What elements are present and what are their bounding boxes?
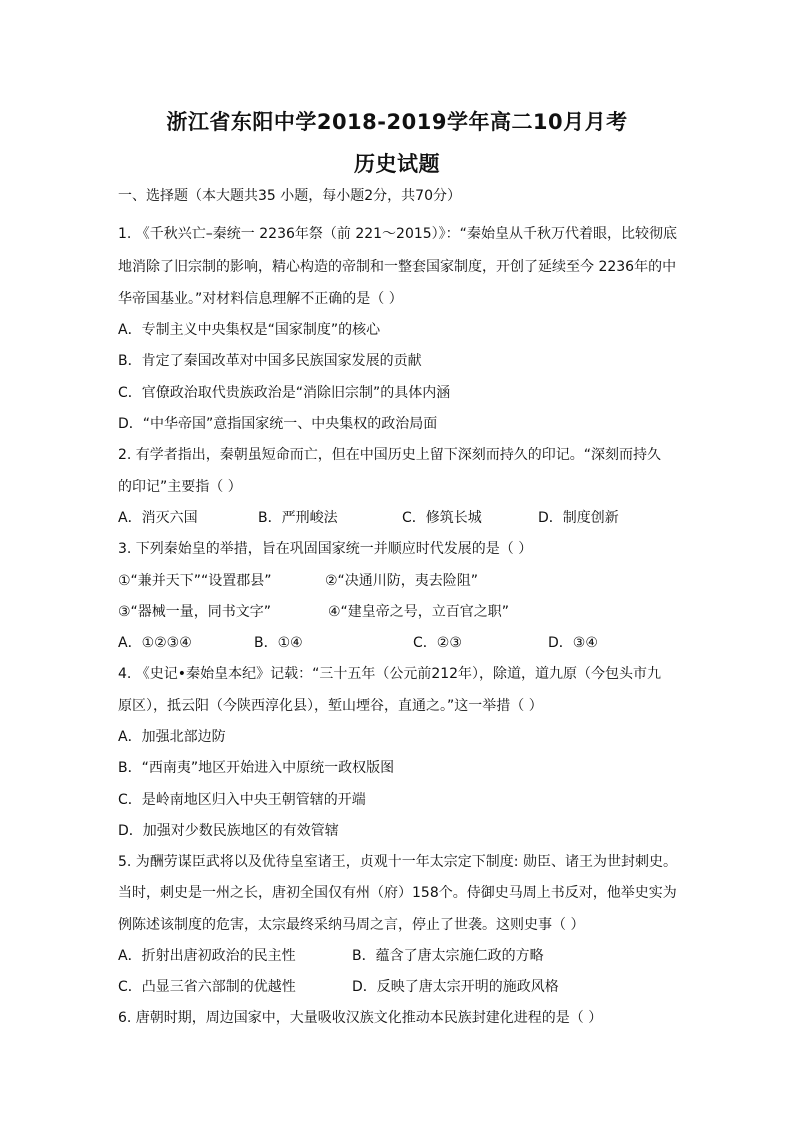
q1-option-b: B．肯定了秦国改革对中国多民族国家发展的贡献: [118, 353, 422, 369]
q5-option-d: D．反映了唐太宗开明的施政风格: [352, 979, 559, 995]
q1-stem-line-3: 华帝国基业。”对材料信息理解不正确的是（ ）: [118, 291, 403, 307]
q4-option-a: A．加强北部边防: [118, 729, 226, 745]
q3-statement-2: ②“决通川防，夷去险阻”: [325, 573, 479, 589]
q3-statement-4: ④“建皇帝之号，立百官之职”: [328, 604, 510, 620]
q2-stem-line-2: 的印记”主要指（ ）: [118, 479, 242, 495]
document-subtitle: 历史试题: [354, 152, 440, 176]
q5-stem-line-3: 例陈述该制度的危害，太宗最终采纳马周之言，停止了世袭。这则史事（ ）: [118, 917, 585, 933]
q4-stem-line-1: 4. 《史记•秦始皇本纪》记载：“三十五年（公元前212年），除道，道九原（今包头市九: [118, 666, 662, 682]
q3-statement-1: ①“兼并天下”“设置郡县”: [118, 573, 272, 589]
q3-statement-3: ③“器械一量，同书文字”: [118, 604, 272, 620]
q1-stem-line-2: 地消除了旧宗制的影响，精心构造的帝制和一整套国家制度，开创了延续至今 2236年的中: [118, 259, 677, 275]
q2-option-a: A．消灭六国: [118, 510, 198, 526]
q2-option-d: D．制度创新: [538, 510, 619, 526]
q1-option-d: D．“中华帝国”意指国家统一、中央集权的政治局面: [118, 416, 438, 432]
q1-stem-line-1: 1. 《千秋兴亡–秦统一 2236年祭（前 221～2015）》：“秦始皇从千秋万代着眼，比较彻底: [118, 226, 677, 242]
q1-option-c: C．官僚政治取代贵族政治是“消除旧宗制”的具体内涵: [118, 385, 451, 401]
q2-stem-line-1: 2. 有学者指出，秦朝虽短命而亡，但在中国历史上留下深刻而持久的印记。“深刻而持久: [118, 447, 662, 463]
q5-stem-line-1: 5. 为酬劳谋臣武将以及优待皇室诸王，贞观十一年太宗定下制度: 勋臣、诸王为世封刺史。: [118, 854, 677, 870]
q1-option-a: A．专制主义中央集权是“国家制度”的核心: [118, 322, 381, 338]
q3-stem: 3. 下列秦始皇的举措，旨在巩固国家统一并顺应时代发展的是（ ）: [118, 541, 533, 557]
q4-option-b: B．“西南夷”地区开始进入中原统一政权版图: [118, 760, 395, 776]
section-heading: 一、选择题（本大题共35 小题，每小题2分，共70分）: [118, 188, 461, 204]
q2-option-b: B．严刑峻法: [258, 510, 338, 526]
q3-option-b: B．①④: [254, 635, 303, 651]
q5-option-a: A．折射出唐初政治的民主性: [118, 948, 296, 964]
q5-stem-line-2: 当时，刺史是一州之长，唐初全国仅有州（府）158个。侍御史马周上书反对，他举史实为: [118, 885, 677, 901]
q3-option-c: C．②③: [413, 635, 462, 651]
q6-stem: 6. 唐朝时期，周边国家中，大量吸收汉族文化推动本民族封建化进程的是（ ）: [118, 1010, 603, 1026]
q2-option-c: C．修筑长城: [402, 510, 482, 526]
q3-option-d: D．③④: [548, 635, 598, 651]
q5-option-b: B．蕴含了唐太宗施仁政的方略: [352, 948, 544, 964]
document-title: 浙江省东阳中学2018-2019学年高二10月月考: [166, 110, 628, 134]
q3-option-a: A．①②③④: [118, 635, 192, 651]
q4-stem-line-2: 原区），抵云阳（今陕西淳化县），堑山堙谷，直通之。”这一举措（ ）: [118, 698, 543, 714]
q4-option-d: D．加强对少数民族地区的有效管辖: [118, 823, 339, 839]
q4-option-c: C．是岭南地区归入中央王朝管辖的开端: [118, 792, 366, 808]
q5-option-c: C．凸显三省六部制的优越性: [118, 979, 296, 995]
